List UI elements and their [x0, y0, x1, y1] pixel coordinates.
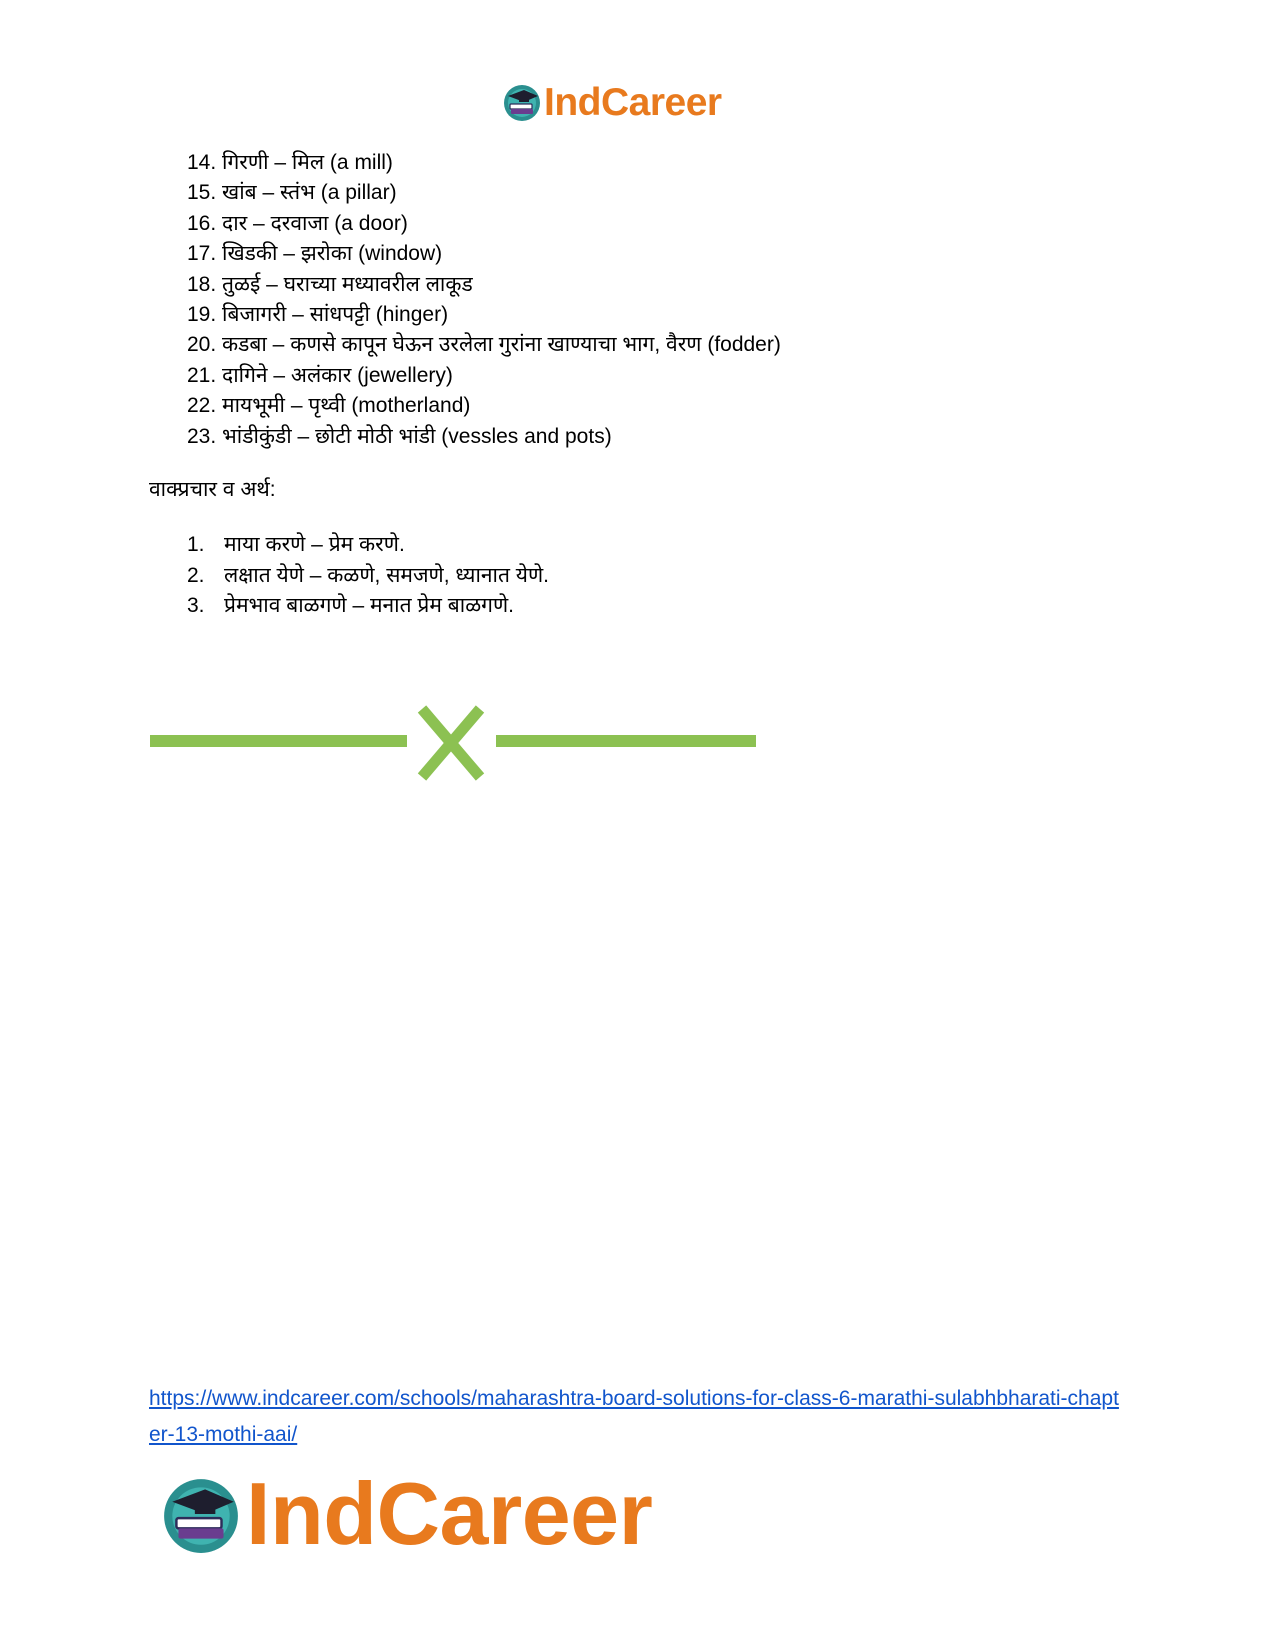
item-text: माया करणे – प्रेम करणे. [224, 533, 405, 556]
item-number: 2. [187, 563, 205, 587]
list-item [187, 239, 781, 269]
list-item [187, 422, 781, 452]
header-logo [502, 82, 722, 122]
item-text: भांडीकुंडी – छोटी मोठी भांडी (vessles and pots) [222, 424, 612, 448]
item-number: 17. [187, 242, 217, 266]
item-number: 15. [187, 181, 217, 205]
list-item [187, 330, 781, 360]
item-number: 23. [187, 424, 217, 448]
list-item [187, 178, 781, 208]
graduation-cap-books-icon [502, 82, 542, 122]
cross-x-icon [422, 709, 480, 777]
item-text: दागिने – अलंकार (jewellery) [222, 363, 453, 387]
item-number: 21. [187, 363, 217, 387]
list-item [187, 300, 781, 330]
item-number: 19. [187, 302, 217, 326]
item-number: 3. [187, 594, 205, 618]
item-text: खांब – स्तंभ (a pillar) [222, 181, 397, 205]
item-text: खिडकी – झरोका (window) [222, 242, 443, 266]
item-number: 18. [187, 272, 217, 296]
item-text: प्रेमभाव बाळगणे – मनात प्रेम बाळगणे. [224, 594, 514, 618]
list-item [187, 591, 549, 622]
item-number: 1. [187, 533, 205, 556]
phrases-list [187, 530, 549, 622]
item-number: 16. [187, 211, 217, 235]
item-number: 22. [187, 394, 217, 418]
list-item [187, 270, 781, 300]
item-text: मायभूमी – पृथ्वी (motherland) [222, 394, 471, 418]
list-item [187, 361, 781, 391]
source-link[interactable]: https://www.indcareer.com/schools/maharashtra-board-solutions-for-class-6-marathi-sulabhbharati-chapter-13-mothi-aai/ [149, 1387, 1119, 1446]
item-number: 20. [187, 333, 217, 357]
section-divider [150, 703, 756, 783]
phrases-heading: वाक्प्रचार व अर्थ: [149, 478, 276, 501]
item-text: कडबा – कणसे कापून घेऊन उरलेला गुरांना खाण्याचा भाग, वैरण (fodder) [222, 333, 781, 357]
list-item [187, 148, 781, 178]
list-item [187, 209, 781, 239]
list-item [187, 530, 549, 561]
list-item [187, 391, 781, 421]
brand-name: IndCareer [544, 80, 722, 124]
item-text: तुळई – घराच्या मध्यावरील लाकूड [222, 272, 473, 296]
item-number: 14. [187, 151, 217, 174]
item-text: लक्षात येणे – कळणे, समजणे, ध्यानात येणे. [224, 563, 549, 587]
item-text: दार – दरवाजा (a door) [222, 211, 408, 235]
item-text: बिजागरी – सांधपट्टी (hinger) [222, 302, 449, 326]
vocabulary-list [187, 148, 781, 452]
item-text: गिरणी – मिल (a mill) [222, 151, 393, 174]
graduation-cap-books-icon [160, 1473, 242, 1555]
list-item [187, 561, 549, 592]
footer-logo [160, 1464, 653, 1563]
brand-name: IndCareer [246, 1464, 653, 1563]
